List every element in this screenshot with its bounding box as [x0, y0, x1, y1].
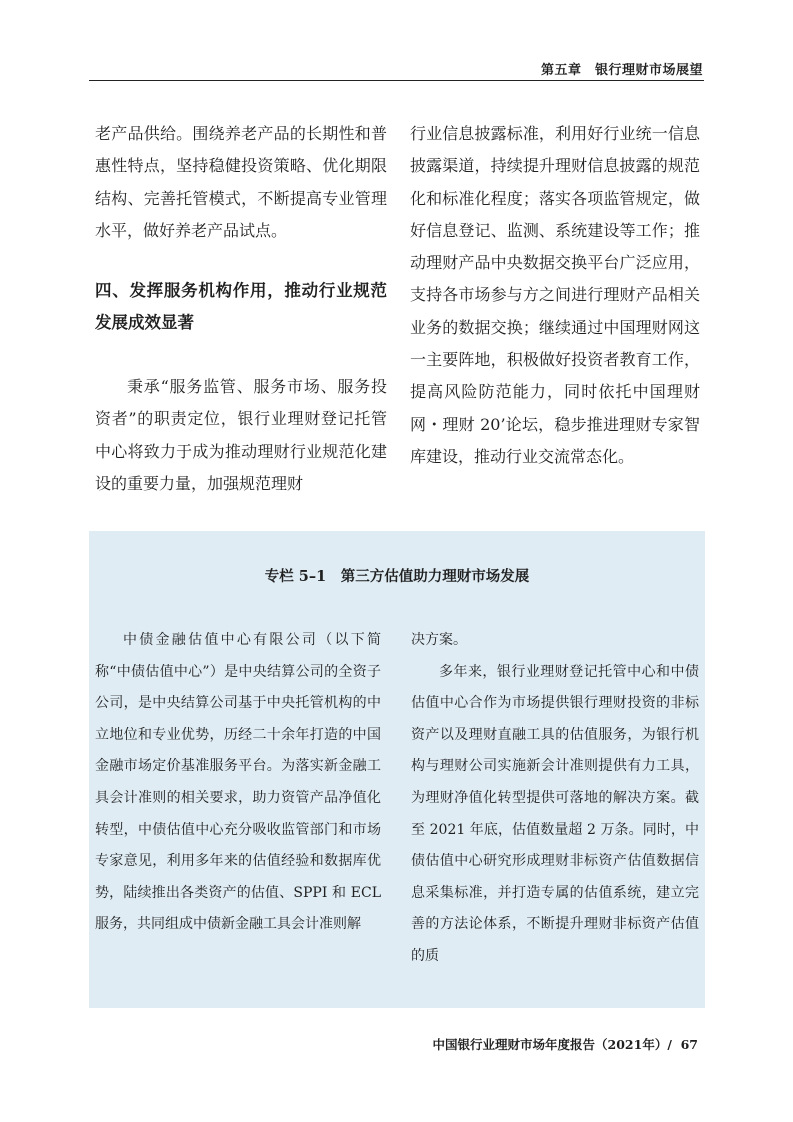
box-right-column	[411, 625, 699, 973]
page-header-title: 第五章 银行理财市场展望	[540, 63, 703, 78]
left-column	[95, 118, 387, 500]
box-left-paragraph: 中债金融估值中心有限公司（以下简称“中债估值中心”）是中央结算公司的全资子公司，是中央结算公司基于中央托管机构的中立地位和专业优势，历经二十余年打造的中国金融市场定价基准服务平台。为落实新金融工具会计准则的相关要求，助力资管产品净值化转型，中债估值中心充分吸收监管部门和市场专家意见，利用多年来的估值经验和数据库优势，陆续推出各类资产的估值、SPPI 和 ECL 服务，共同组成中债新金融工具会计准则解	[95, 632, 381, 933]
left-paragraph-mission: 秉承“服务监管、服务市场、服务投资者”的职责定位，银行业理财登记托管中心将致力于成为推动理财行业规范化建设的重要力量，加强规范理财	[95, 377, 387, 494]
page-footer: 中国银行业理财市场年度报告（2021年）/ 67	[432, 1037, 698, 1052]
left-paragraph-continued: 老产品供给。围绕养老产品的长期性和普惠性特点，坚持稳健投资策略、优化期限结构、完善托管模式，不断提高专业管理水平，做好养老产品试点。	[95, 124, 387, 240]
header-rule	[89, 80, 704, 81]
box-right-paragraph: 多年来，银行业理财登记托管中心和中债估值中心合作为市场提供银行理财投资的非标资产以及理财直融工具的估值服务，为银行机构与理财公司实施新会计准则提供有力工具，为理财净值化转型提供可落地的解决方案。截至 2021 年底，估值数量超 2 万条。同时，中债估值中心研究形成理财非标资产估值数据信息采集标准，并打造专属的估值系统，建立完善的方法论体系，不断提升理财非标资产估值的质	[411, 663, 699, 964]
box-right-paragraph-end: 决方案。	[411, 632, 467, 648]
right-paragraph: 行业信息披露标准，利用好行业统一信息披露渠道，持续提升理财信息披露的规范化和标准化程度；落实各项监管规定，做好信息登记、监测、系统建设等工作；推动理财产品中央数据交换平台广泛应用，支持各市场参与方之间进行理财产品相关业务的数据交换；继续通过中国理财网这一主要阵地，积极做好投资者教育工作，提高风险防范能力，同时依托中国理财网・理财 20’论坛，稳步推进理财专家智库建设，推动行业交流常态化。	[410, 124, 700, 466]
sidebar-box	[89, 531, 705, 1008]
right-column	[410, 118, 700, 473]
section-heading: 四、发挥服务机构作用，推动行业规范发展成效显著	[95, 281, 387, 333]
box-title: 专栏 5–1 第三方估值助力理财市场发展	[264, 568, 530, 585]
box-left-column	[95, 625, 381, 941]
